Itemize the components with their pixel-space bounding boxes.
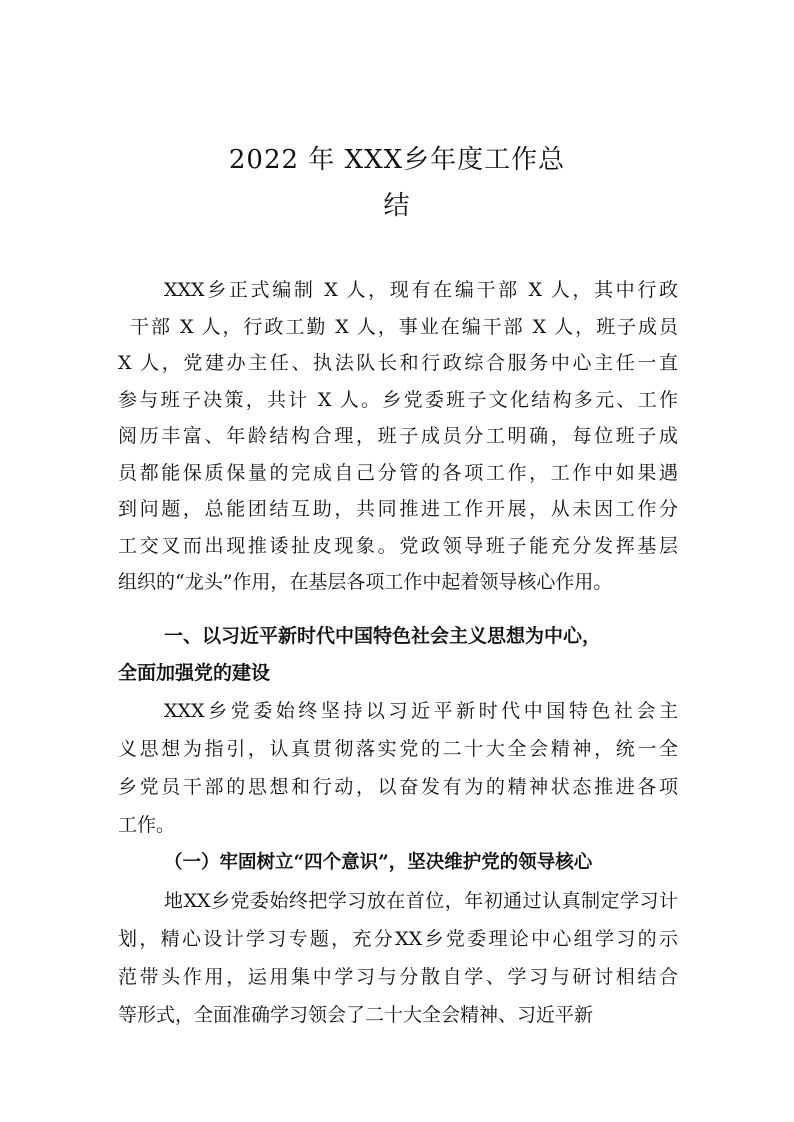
intro-paragraph	[118, 272, 678, 601]
paragraph-line: 员都能保质保量的完成自己分管的各项工作，工作中如果遇	[118, 461, 678, 484]
paragraph-line: 到问题，总能团结互助，共同推进工作开展，从未因工作分	[118, 498, 678, 520]
section-heading-1	[118, 618, 678, 691]
subsection-1-paragraph	[118, 882, 678, 1034]
document-title-line-1: 2022 年 XXX乡年度工作总	[228, 145, 566, 175]
paragraph-line: 干部 X 人，行政工勤 X 人，事业在编干部 X 人，班子成员	[130, 315, 678, 338]
heading-line: 一、以习近平新时代中国特色社会主义思想为中心，	[164, 625, 602, 647]
paragraph-line: 范带头作用，运用集中学习与分散自学、学习与研讨相结合	[118, 966, 678, 988]
section-1-paragraph	[118, 692, 678, 844]
paragraph-line: 等形式，全面准确学习领会了二十大全会精神、习近平新	[118, 1004, 594, 1026]
paragraph-line: 参与班子决策，共计 X 人。乡党委班子文化结构多元、工作	[118, 388, 678, 411]
paragraph-line: X 人，党建办主任、执法队长和行政综合服务中心主任一直	[118, 352, 678, 374]
paragraph-line: XXX乡正式编制 X 人，现有在编干部 X 人，其中行政	[164, 279, 678, 301]
paragraph-line: 划，精心设计学习专题，充分XX乡党委理论中心组学习的示	[118, 928, 678, 950]
paragraph-line: 义思想为指引，认真贯彻落实党的二十大全会精神，统一全	[118, 738, 678, 760]
paragraph-line: 乡党员干部的思想和行动，以奋发有为的精神状态推进各项	[118, 776, 678, 798]
heading-line: 全面加强党的建设	[118, 661, 271, 684]
paragraph-line: XXX乡党委始终坚持以习近平新时代中国特色社会主	[164, 700, 678, 722]
paragraph-line: 工交叉而出现推诿扯皮现象。党政领导班子能充分发挥基层	[118, 534, 678, 557]
paragraph-line: 组织的“龙头”作用，在基层各项工作中起着领导核心作用。	[118, 571, 613, 593]
paragraph-line: 工作。	[118, 814, 176, 836]
paragraph-line: 地XX乡党委始终把学习放在首位，年初通过认真制定学习计	[164, 890, 678, 912]
subsection-heading-1	[118, 845, 678, 882]
document-title-line-2: 结	[383, 191, 411, 221]
subheading-line: （一）牢固树立“四个意识”，坚决维护党的领导核心	[164, 852, 593, 873]
paragraph-line: 阅历丰富、年龄结构合理，班子成员分工明确，每位班子成	[118, 425, 678, 447]
